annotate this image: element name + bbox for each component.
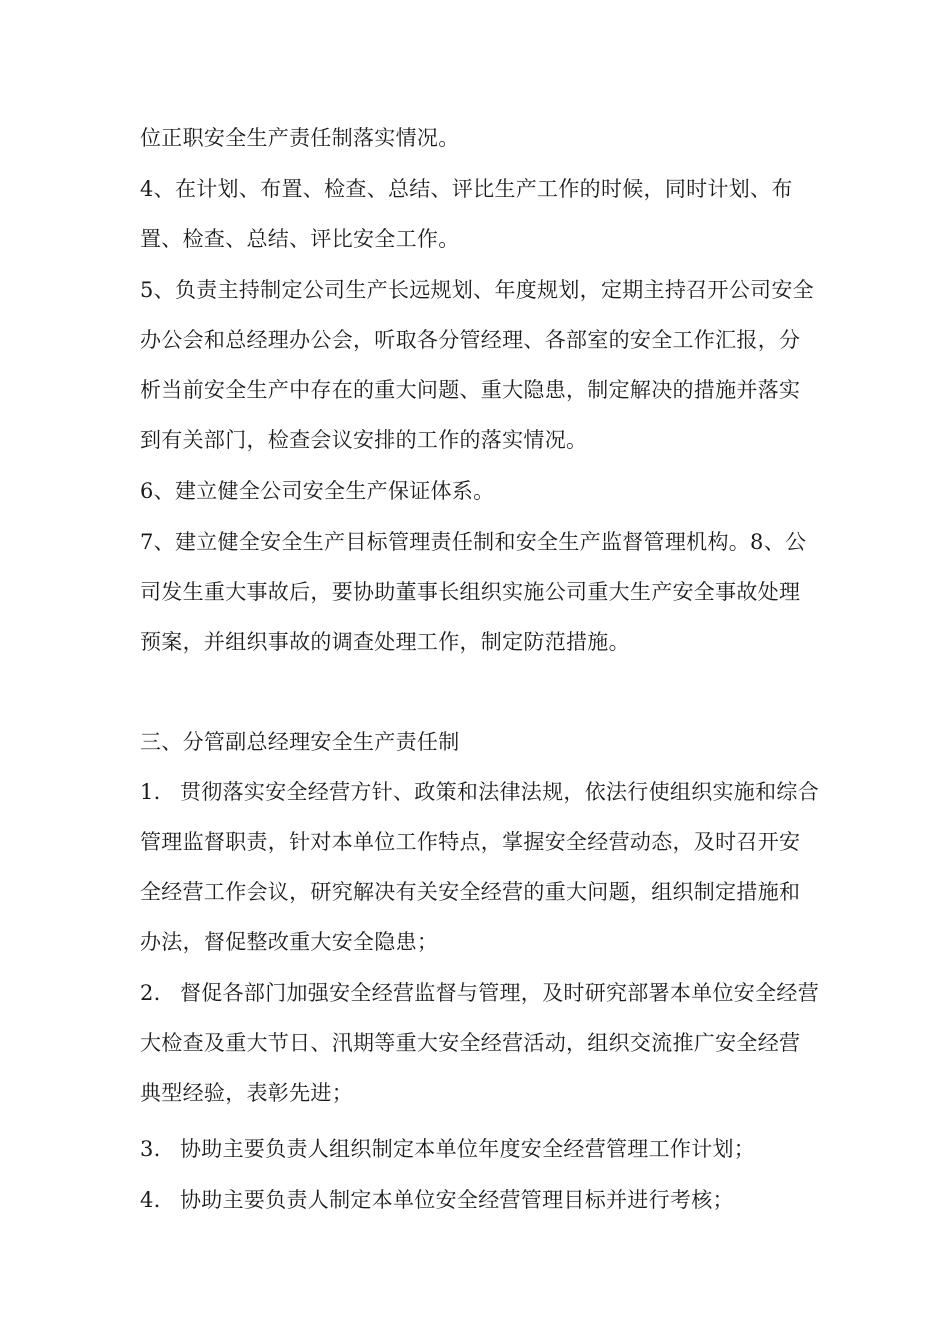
item-number: 1. <box>140 780 161 804</box>
numbered-item-2 <box>140 968 820 1118</box>
paragraph-item-7-8: 7、建立健全安全生产目标管理责任制和安全生产监督管理机构。8、公司发生重大事故后，要协助董事长组织实施公司重大生产安全事故处理预案，并组织事故的调查处理工作，制定防范措施。 <box>140 530 807 654</box>
item-text: 协助主要负责人组织制定本单位年度安全经营管理工作计划； <box>180 1137 756 1161</box>
item-number: 4. <box>140 1188 161 1212</box>
paragraph-item-5: 5、负责主持制定公司生产长远规划、年度规划，定期主持召开公司安全办公会和总经理办公会，听取各分管经理、各部室的安全工作汇报，分析当前安全生产中存在的重大问题、重大隐患，制定解决的措施并落实到有关部门，检查会议安排的工作的落实情况。 <box>140 278 814 452</box>
section-title: 三、分管副总经理安全生产责任制 <box>140 730 460 754</box>
paragraph-item-6: 6、建立健全公司安全生产保证体系。 <box>140 479 495 503</box>
item-text: 督促各部门加强安全经营监督与管理，及时研究部署本单位安全经营大检查及重大节日、汛期等重大安全经营活动，组织交流推广安全经营典型经验，表彰先进； <box>140 981 819 1105</box>
numbered-item-4 <box>140 1175 820 1225</box>
paragraph-item-4: 4、在计划、布置、检查、总结、评比生产工作的时候，同时计划、布置、检查、总结、评比安全工作。 <box>140 177 793 251</box>
document-body <box>140 113 820 1226</box>
item-text: 协助主要负责人制定本单位安全经营管理目标并进行考核； <box>180 1188 734 1212</box>
item-number: 2. <box>140 981 161 1005</box>
paragraph-continuation: 位正职安全生产责任制落实情况。 <box>140 126 460 150</box>
item-number: 3. <box>140 1137 161 1161</box>
numbered-item-3 <box>140 1124 820 1174</box>
numbered-item-1 <box>140 767 820 967</box>
section-gap <box>140 668 820 717</box>
item-text: 贯彻落实安全经营方针、政策和法律法规，依法行使组织实施和综合管理监督职责，针对本单位工作特点，掌握安全经营动态，及时召开安全经营工作会议，研究解决有关安全经营的重大问题，组织制定措施和办法，督促整改重大安全隐患； <box>140 780 819 954</box>
